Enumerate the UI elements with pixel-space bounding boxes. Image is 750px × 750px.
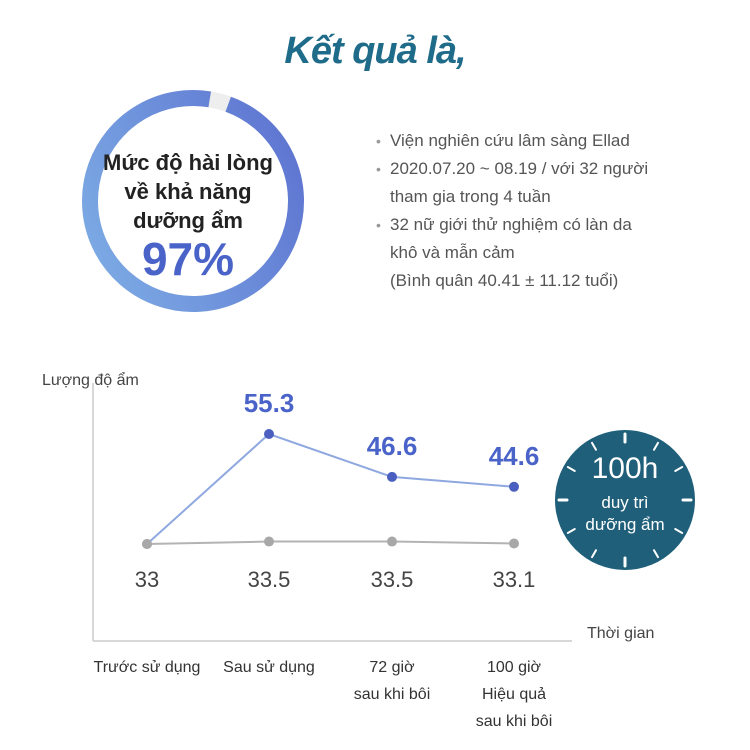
series-line <box>147 434 514 544</box>
category-label-line: Trước sử dụng <box>93 659 201 676</box>
note-line: 32 nữ giới thử nghiệm có làn da <box>390 215 632 234</box>
data-point <box>264 537 274 547</box>
data-label: 46.6 <box>366 430 418 461</box>
badge-line-2: dưỡng ẩm <box>585 515 665 534</box>
bullet-icon: • <box>376 161 381 177</box>
y-axis-label: Lượng độ ẩm <box>42 372 139 389</box>
category-label-line: sau khi bôi <box>353 686 431 703</box>
note-line: (Bình quân 40.41 ± 11.12 tuổi) <box>390 271 619 290</box>
bullet-icon: • <box>376 217 381 233</box>
category-label <box>223 659 315 676</box>
category-label-line: 100 giờ <box>486 659 542 676</box>
ring-caption-line-1: Mức độ hài lòng <box>103 150 273 175</box>
category-label-line: sau khi bôi <box>475 713 553 730</box>
data-point <box>509 539 519 549</box>
data-label: 55.3 <box>243 388 295 418</box>
data-label: 33.1 <box>492 567 536 592</box>
badge-line-1: duy trì <box>601 493 649 512</box>
satisfaction-percent: 97% <box>141 233 235 285</box>
ring-caption-line-3: dưỡng ẩm <box>133 208 243 233</box>
bullet-icon: • <box>376 133 381 149</box>
data-label: 33.5 <box>247 567 291 592</box>
x-axis-label: Thời gian <box>587 625 655 642</box>
badge-hours: 100h <box>591 452 659 485</box>
page-title: Kết quả là, <box>284 30 466 72</box>
category-label-line: Hiệu quả <box>481 686 547 703</box>
note-line: tham gia trong 4 tuần <box>390 187 551 206</box>
data-point <box>142 539 152 549</box>
category-label <box>354 659 431 703</box>
clock-tick <box>592 550 596 557</box>
series-line <box>147 542 514 544</box>
data-point <box>387 537 397 547</box>
note-line: 2020.07.20 ~ 08.19 / với 32 người <box>390 159 649 178</box>
ring-caption-line-2: về khả năng <box>124 179 252 204</box>
100h-moisture-badge <box>555 430 695 570</box>
data-point <box>264 429 274 439</box>
data-point <box>387 472 397 482</box>
data-label: 44.6 <box>488 440 540 471</box>
category-label <box>94 659 201 676</box>
category-label-line: Sau sử dụng <box>223 659 315 676</box>
note-line: khô và mẫn cảm <box>390 243 515 262</box>
data-label: 33.5 <box>370 567 414 592</box>
category-label-line: 72 giờ <box>369 659 415 676</box>
data-label: 33 <box>134 567 160 592</box>
clock-tick <box>654 443 658 450</box>
note-line: Viện nghiên cứu lâm sàng Ellad <box>390 131 630 150</box>
data-point <box>509 482 519 492</box>
clock-tick <box>592 443 596 450</box>
clock-tick <box>654 550 658 557</box>
category-label <box>476 659 553 730</box>
